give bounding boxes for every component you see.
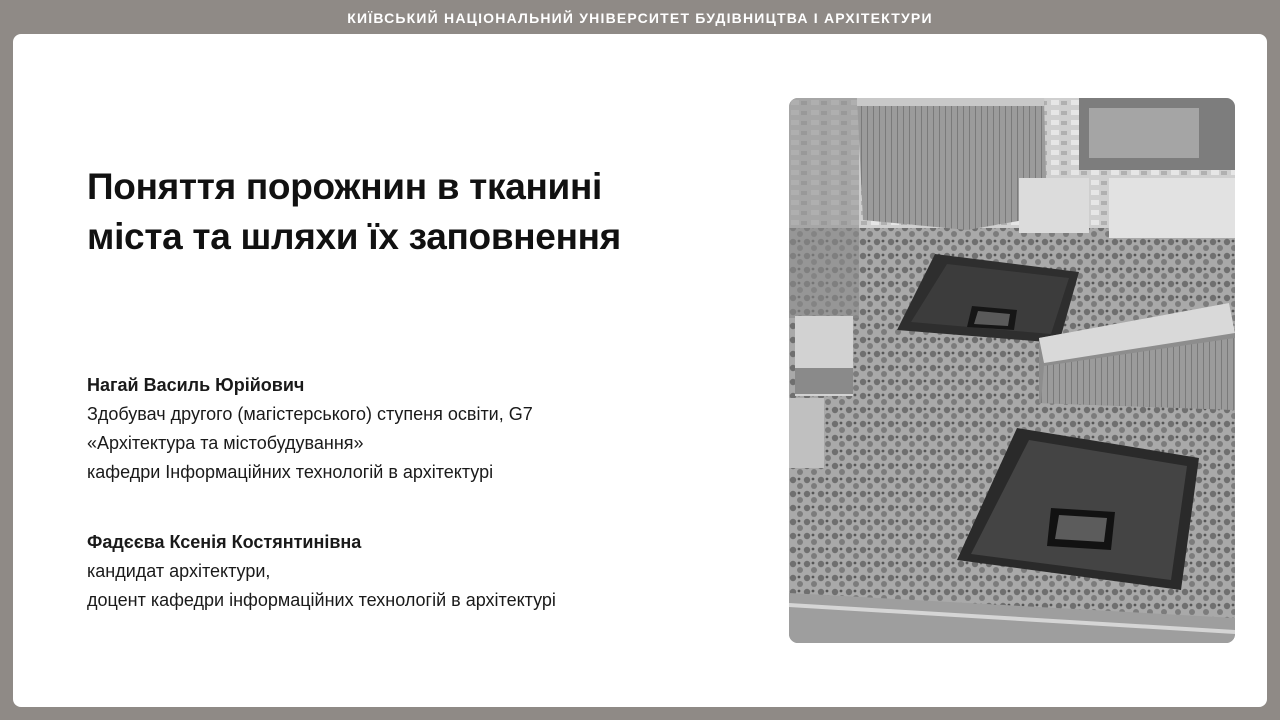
title-line-1: Поняття порожнин в тканині — [87, 166, 603, 207]
aerial-memorial-photo — [789, 98, 1235, 643]
slide-title — [87, 162, 727, 262]
author-2-line-1: кандидат архітектури, — [87, 561, 271, 581]
author-1-line-1: Здобувач другого (магістерського) ступеня освіти, G7 — [87, 404, 533, 424]
author-1-line-2: «Архітектура та містобудування» — [87, 433, 364, 453]
author-1-line-3: кафедри Інформаційних технологій в архітектурі — [87, 462, 494, 482]
author-2-name: Фадєєва Ксенія Костянтинівна — [87, 532, 362, 552]
author-block-1 — [87, 371, 727, 487]
slide-card — [13, 34, 1267, 707]
title-line-2: міста та шляхи їх заповнення — [87, 216, 621, 257]
author-block-2 — [87, 528, 727, 615]
author-1-name: Нагай Василь Юрійович — [87, 375, 305, 395]
author-2-line-2: доцент кафедри інформаційних технологій в архітектурі — [87, 590, 556, 610]
university-header — [0, 0, 1280, 36]
university-name: КИЇВСЬКИЙ НАЦІОНАЛЬНИЙ УНІВЕРСИТЕТ БУДІВНИЦТВА І АРХІТЕКТУРИ — [347, 10, 933, 26]
